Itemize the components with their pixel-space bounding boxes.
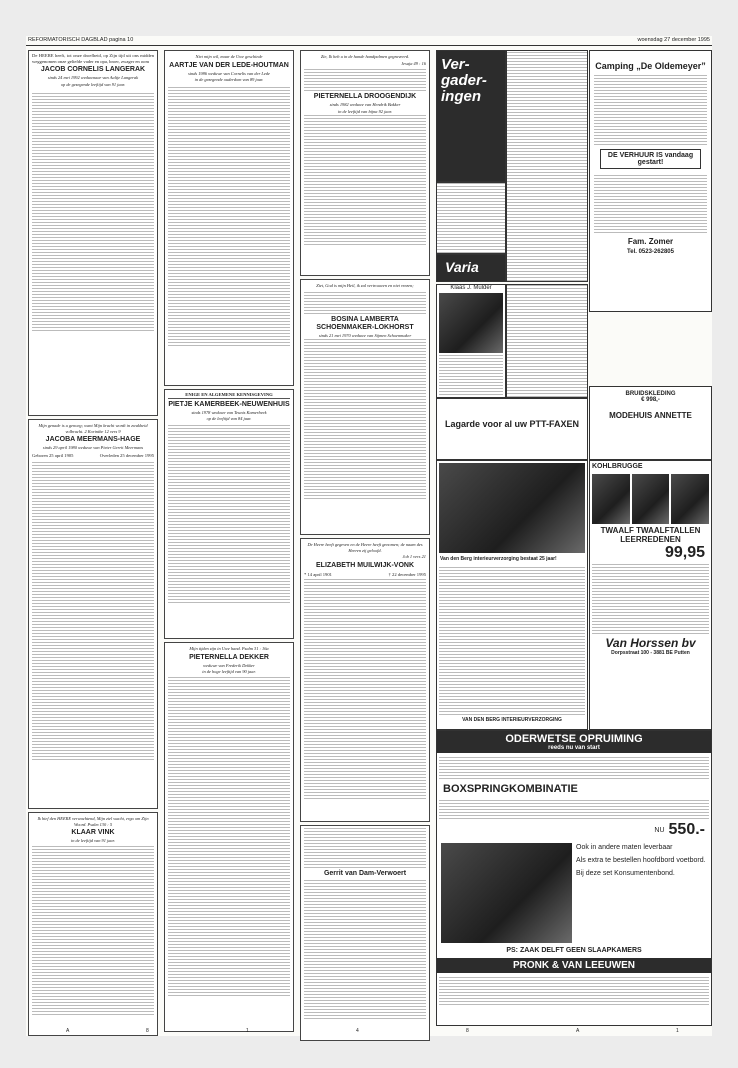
box-content bbox=[441, 843, 707, 943]
ad-pttfax bbox=[436, 398, 588, 460]
ad-rotterdam bbox=[506, 284, 588, 398]
text-lines bbox=[439, 799, 709, 819]
text-lines bbox=[439, 565, 585, 715]
obituary-vanderlede bbox=[164, 50, 294, 386]
obituary-age: in de gezegende ouderdom van 89 jaar. bbox=[194, 77, 264, 83]
twaalf-price: 99,95 bbox=[664, 544, 705, 561]
text-lines bbox=[594, 173, 707, 233]
masthead-date: woensdag 27 december 1995 bbox=[637, 37, 710, 43]
person-name: Klaas J. Mulder bbox=[450, 285, 492, 291]
ad-bruidskleding bbox=[589, 386, 712, 460]
box-note-3: Bij deze set Konsumentenbond. bbox=[576, 870, 675, 877]
text-lines bbox=[592, 564, 709, 634]
box-note-1: Ook in andere maten leverbaar bbox=[576, 844, 673, 851]
notice-text-lines bbox=[304, 879, 426, 1019]
quote-ref: Job 1 vers 21 bbox=[402, 554, 426, 560]
column-3 bbox=[300, 50, 430, 1044]
newspaper-page bbox=[26, 36, 712, 1036]
obituary-quote: Zie, Ik heb u in de hande handpalmen gegraveerd. bbox=[320, 54, 410, 59]
person-photo bbox=[439, 293, 503, 353]
obituary-age: in de hoge leeftijd van 90 jaar. bbox=[202, 669, 256, 675]
twaalf-title: TWAALF TWAALFTALLEN LEERREDENEN bbox=[600, 526, 701, 544]
strip-mark: 4 bbox=[356, 1028, 359, 1034]
strip-mark: 1 bbox=[246, 1028, 249, 1034]
interieur-caption: Van den Berg interieurverzorging bestaat 25 jaar! bbox=[440, 556, 557, 562]
strip-mark: 8 bbox=[466, 1028, 469, 1034]
obituary-schoenmaker bbox=[300, 279, 430, 535]
text-lines bbox=[594, 75, 707, 145]
text-lines bbox=[507, 51, 587, 281]
obituary-text-lines bbox=[168, 423, 290, 603]
notice-name: Gerrit van Dam-Verwoert bbox=[323, 870, 407, 877]
text-lines bbox=[507, 285, 587, 397]
obituary-text-lines bbox=[32, 845, 154, 1015]
strip-mark: A bbox=[576, 1028, 580, 1034]
obituary-kamerbeek bbox=[164, 389, 294, 639]
varia-title: Varia bbox=[445, 259, 479, 275]
ad-interieur bbox=[436, 460, 588, 730]
box-price: 550.- bbox=[668, 821, 705, 838]
text-lines bbox=[304, 828, 426, 868]
obituary-name: KLAAR VINK bbox=[71, 829, 115, 837]
obituary-text-lines bbox=[32, 460, 154, 760]
died-date: Overleden 25 december 1995 bbox=[99, 452, 154, 458]
column-2 bbox=[164, 50, 294, 1035]
box-nu-label: NU bbox=[654, 826, 665, 834]
vanhorssen-address: Dorpsstraat 100 - 3881 BE Putten bbox=[611, 650, 690, 656]
kohlbrugge-title: KOHLBRUGGE bbox=[592, 463, 643, 470]
obituary-text-lines bbox=[168, 676, 290, 996]
text-lines bbox=[439, 975, 709, 1005]
born-date: Geboren 25 april 1905 bbox=[32, 452, 74, 458]
box-note-2: Als extra te bestellen hoofdbord voetbord. bbox=[576, 857, 706, 864]
obituary-vink bbox=[28, 812, 158, 1036]
obituary-name: PIETJE KAMERBEEK-NEUWENHUIS bbox=[168, 400, 290, 408]
interieur-photo bbox=[439, 463, 585, 553]
text-lines bbox=[437, 183, 505, 253]
box-price-row bbox=[437, 821, 711, 839]
ad-person bbox=[436, 284, 506, 398]
ad-vergaderingen-list bbox=[436, 182, 506, 254]
ad-vergaderingen bbox=[436, 50, 506, 182]
obituary-quote: Ik hief den HEERE verwachtend, Mijn ziel wacht, ergo om Zijn Woord. Psalm 130 : 5 bbox=[37, 816, 149, 827]
ad-kohlbrugge bbox=[589, 460, 712, 730]
camping-phone: Tel. 0523-262805 bbox=[627, 249, 674, 255]
obituary-quote: De Heere heeft gegeven en de Heere heeft genomen; de naam des Heeren zij geloofd. bbox=[307, 542, 423, 553]
obituary-quote: Mijn tijden zijn in Uwe hand. Psalm 31 : 16a bbox=[189, 646, 269, 651]
obituary-name: JACOB CORNELIS LANGERAK bbox=[40, 66, 146, 74]
quote-ref: Jesaja 49 : 16 bbox=[401, 60, 426, 66]
strip-mark: A bbox=[66, 1028, 70, 1034]
vergaderingen-title: Ver-gader-ingen bbox=[441, 56, 487, 105]
book-image bbox=[671, 474, 709, 524]
obituary-dates: sinds 1986 weduwe van Cornelis van der Lede bbox=[188, 70, 270, 76]
obituary-text-lines bbox=[168, 86, 290, 346]
box-notes bbox=[576, 843, 707, 943]
obituary-text-lines bbox=[32, 91, 154, 331]
obituary-muilwijk bbox=[300, 538, 430, 822]
obituary-text-lines bbox=[304, 115, 426, 245]
camping-verhuur: DE VERHUUR IS vandaag gestart! bbox=[600, 149, 701, 169]
obituary-quote: Ziet, God is mijn Heil, ik zal vertrouwen en niet vrezen; bbox=[316, 283, 414, 288]
bruid-price: € 998,- bbox=[641, 397, 660, 403]
obituary-meermans bbox=[28, 419, 158, 809]
book-image bbox=[632, 474, 670, 524]
strip-mark: 1 bbox=[676, 1028, 679, 1034]
ad-varia bbox=[436, 254, 506, 282]
obituary-dates: sinds 1978 weduwe van Teunis Kamerbeek bbox=[191, 409, 267, 415]
masthead-left: REFORMATORISCH DAGBLAD pagina 10 bbox=[28, 37, 134, 43]
bruid-title: BRUIDSKLEDING bbox=[625, 391, 676, 397]
book-row bbox=[592, 474, 709, 524]
page-footer-strip bbox=[26, 1027, 712, 1036]
text-lines bbox=[304, 67, 426, 91]
opruiming-sub: reeds nu van start bbox=[548, 745, 600, 751]
obituary-quote: Niet mijn wil, maar de Uwe geschiede bbox=[195, 54, 263, 59]
obituary-text-lines bbox=[304, 339, 426, 499]
text-lines bbox=[439, 355, 503, 395]
obituary-age: op de leeftijd van 84 jaar. bbox=[206, 416, 252, 422]
modehuis-title: MODEHUIS ANNETTE bbox=[609, 411, 692, 420]
obituary-droogendijk bbox=[300, 50, 430, 276]
born-date: * 14 april 1901 bbox=[304, 571, 332, 577]
obituary-dates: weduwe van Frederik Dekker bbox=[203, 662, 255, 668]
obituary-name: JACOBA MEERMANS-HAGE bbox=[45, 436, 141, 444]
masthead bbox=[26, 36, 712, 46]
obituary-dates: sinds 24 mei 1992 weduwnaar van Aaltje Langerak bbox=[47, 75, 139, 81]
strip-mark: 8 bbox=[146, 1028, 149, 1034]
text-lines bbox=[439, 755, 709, 779]
obituary-quote: Mijn genade is u genoeg; want Mijn kracht wordt in zwakheid volbracht. 2 Korinthe 12 vers 9 bbox=[38, 423, 148, 434]
camping-owner: Fam. Zomer bbox=[627, 237, 674, 246]
pttfax-title: Lagarde voor al uw PTT-FAXEN bbox=[444, 419, 580, 429]
notice-dam bbox=[300, 825, 430, 1041]
text-lines bbox=[304, 290, 426, 314]
obituary-name: BOSINA LAMBERTA SCHOENMAKER-LOKHORST bbox=[316, 315, 414, 331]
obituary-age: op de gezegende leeftijd van 91 jaar. bbox=[60, 81, 126, 87]
obituary-name: PIETERNELLA DROOGENDIJK bbox=[313, 93, 417, 101]
ad-church-services bbox=[506, 50, 588, 282]
obituary-name: ELIZABETH MUILWIJK-VONK bbox=[316, 561, 414, 569]
opruiming-title: ODERWETSE OPRUIMING bbox=[505, 733, 643, 745]
obituary-intro: De HEERE heeft, tot onze droefheid, op Zijn tijd uit ons midden weggenomen onze geliefde vader en opa, broer, zwager en oom bbox=[32, 53, 154, 64]
obituary-dekker bbox=[164, 642, 294, 1032]
book-image bbox=[592, 474, 630, 524]
obituary-name: AARTJE VAN DER LEDE-HOUTMAN bbox=[169, 61, 289, 69]
box-title: BOXSPRINGKOMBINATIE bbox=[443, 783, 578, 795]
pronk-banner: PRONK & VAN LEEUWEN bbox=[437, 958, 711, 973]
obituary-dates: sinds 1982 weduwe van Hendrik Bakker bbox=[329, 102, 401, 108]
interieur-footer: VAN DEN BERG INTERIEURVERZORGING bbox=[462, 717, 562, 723]
obituary-age: in de leeftijd van bijna 92 jaar. bbox=[337, 108, 393, 114]
opruiming-banner bbox=[437, 731, 711, 753]
died-date: † 22 december 1995 bbox=[388, 571, 426, 577]
ad-opruiming bbox=[436, 730, 712, 1026]
obituary-text-lines bbox=[304, 579, 426, 799]
obituary-age: in de leeftijd van 91 jaar. bbox=[71, 838, 115, 844]
obituary-name: PIETERNELLA DEKKER bbox=[189, 653, 269, 661]
column-1 bbox=[28, 50, 158, 1039]
obituary-dates: sinds 21 mei 1970 weduwe van Sijmen Schoenmaker bbox=[318, 332, 412, 338]
ad-camping bbox=[589, 50, 712, 312]
camping-title: Camping „De Oldemeyer” bbox=[595, 61, 706, 71]
box-image bbox=[441, 843, 572, 943]
notice-title: ENIGE EN ALGEMENE KENNISGEVING bbox=[168, 392, 290, 399]
obituary-langerak bbox=[28, 50, 158, 416]
vanhorssen-logo: Van Horssen bv bbox=[605, 636, 696, 650]
obituary-dates: sinds 29 april 1980 weduwe van Pieter Gerrit Meermans bbox=[42, 445, 144, 451]
zaak-note: PS: ZAAK DELFT GEEN SLAAPKAMERS bbox=[506, 947, 642, 954]
